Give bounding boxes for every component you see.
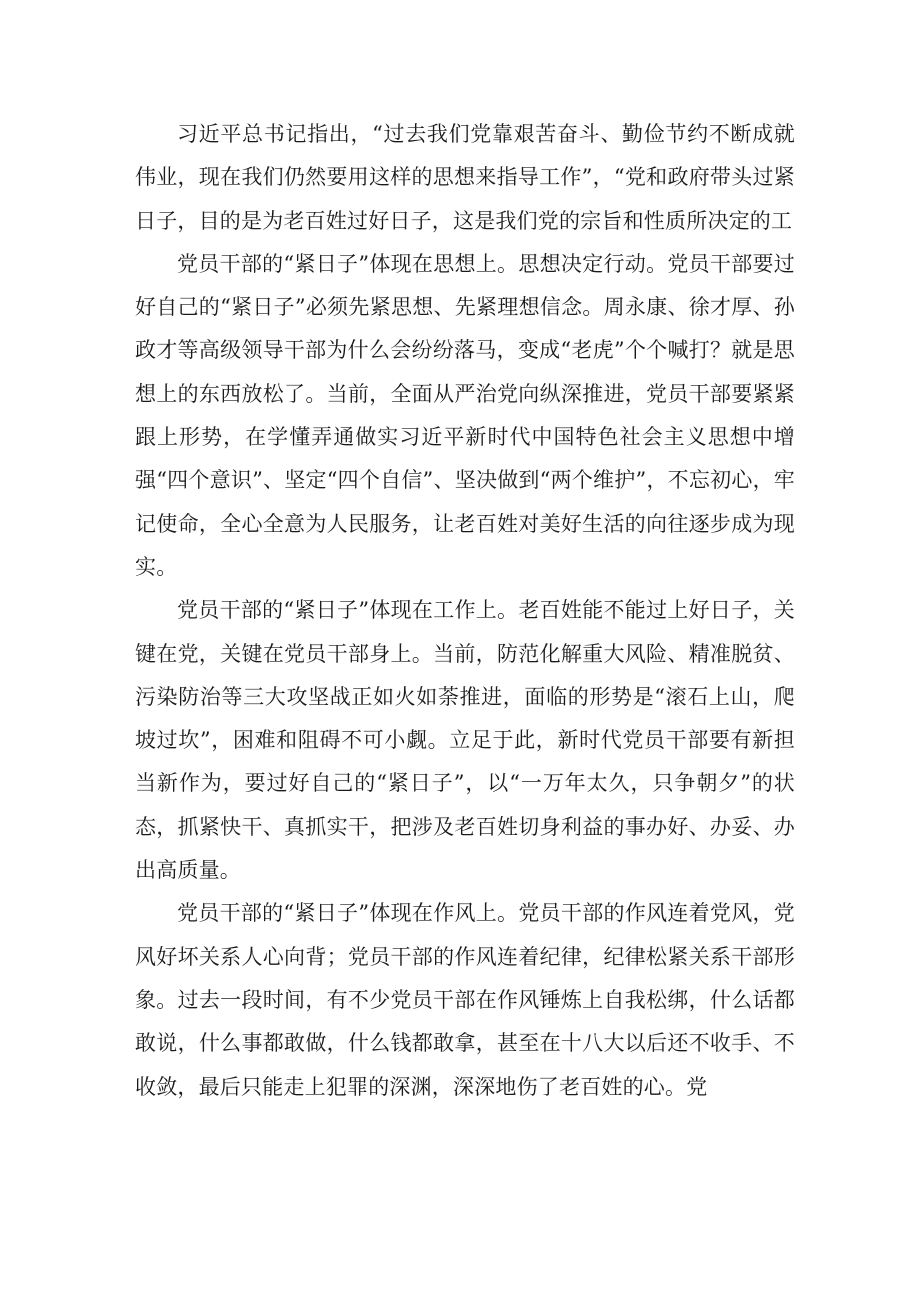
paragraph-4: 党员干部的“紧日子”体现在作风上。党员干部的作风连着党风，党风好坏关系人心向背；党员干部的作风连着纪律，纪律松紧关系干部形象。过去一段时间，有不少党员干部在作风锤炼上自我松绑，什么话都敢说，什么事都敢做，什么钱都敢拿，甚至在十八大以后还不收手、不收敛，最后只能走上犯罪的深渊，深深地伤了老百姓的心。党 — [135, 901, 795, 1099]
document-body — [135, 113, 795, 1109]
paragraph-1: 习近平总书记指出，“过去我们党靠艰苦奋斗、勤俭节约不断成就伟业，现在我们仍然要用这样的思想来指导工作”，“党和政府带头过紧日子，目的是为老百姓过好日子，这是我们党的宗旨和性质所决定的工 — [135, 122, 795, 233]
paragraph-3: 党员干部的“紧日子”体现在工作上。老百姓能不能过上好日子，关键在党，关键在党员干部身上。当前，防范化解重大风险、精准脱贫、污染防治等三大攻坚战正如火如荼推进，面临的形势是“滚石上山，爬坡过坎”，困难和阻碍不可小觑。立足于此，新时代党员干部要有新担当新作为，要过好自己的“紧日子”，以“一万年太久，只争朝夕”的状态，抓紧快干、真抓实干，把涉及老百姓切身利益的事办好、办妥、办出高质量。 — [135, 598, 795, 883]
paragraph-2: 党员干部的“紧日子”体现在思想上。思想决定行动。党员干部要过好自己的“紧日子”必须先紧思想、先紧理想信念。周永康、徐才厚、孙政才等高级领导干部为什么会纷纷落马，变成“老虎”个个喊打？就是思想上的东西放松了。当前，全面从严治党向纵深推进，党员干部要紧紧跟上形势，在学懂弄通做实习近平新时代中国特色社会主义思想中增强“四个意识”、坚定“四个自信”、坚决做到“两个维护”，不忘初心，牢记使命，全心全意为人民服务，让老百姓对美好生活的向往逐步成为现实。 — [135, 251, 795, 579]
